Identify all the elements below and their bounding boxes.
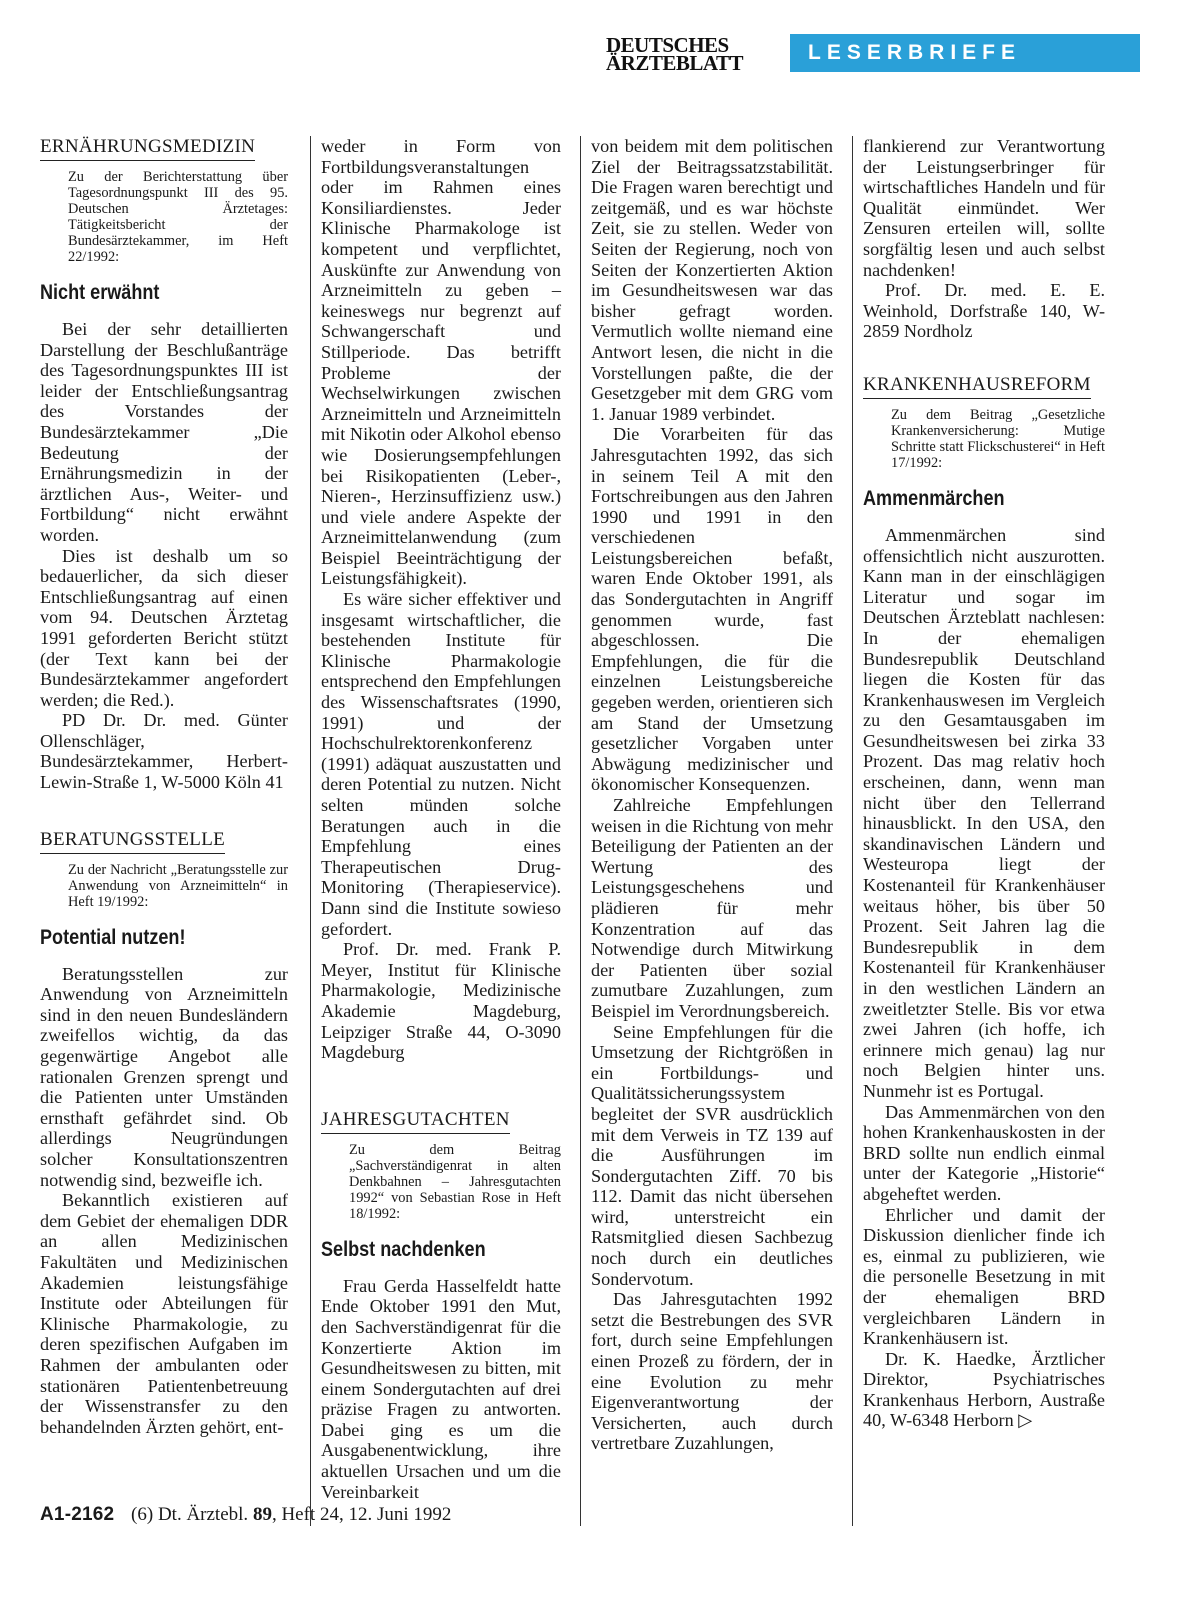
paragraph: weder in Form von Fortbildungsveranstaltungen oder im Rahmen eines Konsiliardienstes. Jeder Klinische Pharmakologe ist kompetent und verpflichtet, Auskünfte zur Anwendung von Arzneimitteln zu geben – keineswegs nur begrenzt auf Schwangerschaft und Stillperiode. Das betrifft Probleme der Wechselwirkungen zwischen Arzneimitteln und Arzneimitteln mit Nikotin oder Alkohol ebenso wie Dosierungsempfehlungen bei Risikopatienten (Leber-, Nieren-, Herzinsuffizienz usw.) und viele andere Aspekte der Arzneimittelanwendung (zum Beispiel Beeinträchtigung der Leistungsfähigkeit). bbox=[321, 136, 561, 589]
section-heading: JAHRESGUTACHTEN bbox=[321, 1109, 510, 1134]
signature: Prof. Dr. med. Frank P. Meyer, Institut für Klinische Pharmakologie, Medizinische Akademie Magdeburg, Leipziger Straße 44, O-3090 Magdeburg bbox=[321, 939, 561, 1063]
page-number: A1-2162 bbox=[40, 1504, 115, 1525]
paragraph: Bei der sehr detaillierten Darstellung der Beschlußanträge des Tagesordnungspunktes III ist leider der Entschließungsantrag des Vorstandes der Bundesärztekammer „Die Bedeutung der Ernährungsmedizin in der ärztlichen Aus-, Weiter- und Fortbildung“ nicht erwähnt worden. bbox=[40, 319, 288, 545]
paragraph: Beratungsstellen zur Anwendung von Arzneimitteln sind in den neuen Bundesländern zweifellos wichtig, da das gegenwärtige Angebot alle rationalen Grenzen sprengt und die Patienten unter Umständen ernsthaft gefährdet sind. Ob allerdings Neugründungen solcher Konsultationszentren notwendig sind, bezweifle ich. bbox=[40, 963, 288, 1190]
letter-headline: Ammenmärchen bbox=[863, 486, 1005, 510]
journal-logo: DEUTSCHES ÄRZTEBLATT bbox=[606, 33, 743, 75]
letter-headline: Nicht erwähnt bbox=[40, 281, 160, 304]
column-2 bbox=[310, 136, 561, 1526]
paragraph: Seine Empfehlungen für die Umsetzung der Richtgrößen in ein Fortbildungs- und Qualitätssicherungssystem begleitet der SVR ausdrücklich mit dem Verweis in TZ 139 auf die Ausführungen im Sondergutachten Ziff. 70 bis 112. Damit das nicht übersehen wird, unterstreicht ein Ratsmitglied diesen Sachbezug noch durch ein deutliches Sondervotum. bbox=[591, 1021, 833, 1289]
paragraph: flankierend zur Verantwortung der Leistungserbringer für wirtschaftliches Handeln und für Qualität einmündet. Wer Zensuren erteilen will, sollte sorgfältig lesen und auch selbst nachdenken! bbox=[863, 136, 1105, 280]
column-1 bbox=[40, 136, 288, 1526]
signature: PD Dr. Dr. med. Günter Ollenschläger, Bundesärztekammer, Herbert-Lewin-Straße 1, W-5000 Köln 41 bbox=[40, 710, 288, 793]
paragraph: Frau Gerda Hasselfeldt hatte Ende Oktober 1991 den Mut, den Sachverständigenrat für die Konzertierte Aktion im Gesundheitswesen zu bitten, mit einem Sondergutachten auf drei präzise Fragen zu antworten. Dabei ging es um die Ausgabenentwicklung, ihre aktuellen Ursachen und um die Vereinbarkeit bbox=[321, 1275, 561, 1502]
paragraph: Zahlreiche Empfehlungen weisen in die Richtung von mehr Beteiligung der Patienten an der Wertung des Leistungsgeschehens und plädieren für mehr Konzentration auf das Notwendige durch Mitwirkung der Patienten über sozial zumutbare Zuzahlungen, zum Beispiel im Verordnungsbereich. bbox=[591, 795, 833, 1021]
volume-number: 89 bbox=[252, 1504, 272, 1525]
paragraph: Es wäre sicher effektiver und insgesamt wirtschaftlicher, die bestehenden Institute für Klinische Pharmakologie entsprechend den Empfehlungen des Wissenschaftsrates (1990, 1991) und der Hochschulrektorenkonferenz (1991) adäquat auszustatten und deren Potential zu nutzen. Nicht selten münden solche Beratungen auch in die Empfehlung eines Therapeutischen Drug-Monitoring (Therapieservice). Dann sind die Institute sowieso gefordert. bbox=[321, 589, 561, 939]
letter-headline: Potential nutzen! bbox=[40, 925, 186, 949]
reference-note: Zu dem Beitrag „Gesetzliche Krankenversicherung: Mutige Schritte statt Flickschusterei“ in Heft 17/1992: bbox=[891, 406, 1105, 471]
issue-prefix: (6) Dt. Ärztebl. bbox=[131, 1504, 249, 1525]
section-heading: ERNÄHRUNGSMEDIZIN bbox=[40, 136, 255, 161]
paragraph: Ehrlicher und damit der Diskussion dienlicher finde ich es, einmal zu publizieren, wie die personelle Besetzung in mit der ehemaligen BRD vergleichbaren Ländern in Krankenhäusern ist. bbox=[863, 1204, 1105, 1349]
rubric-banner: LESERBRIEFE bbox=[790, 34, 1140, 72]
masthead bbox=[606, 34, 1146, 78]
letter-headline: Selbst nachdenken bbox=[321, 1237, 486, 1261]
paragraph: Die Vorarbeiten für das Jahresgutachten 1992, das sich in seinem Teil A mit den Fortschreibungen aus den Jahren 1990 und 1991 in den verschiedenen Leistungsbereichen befaßt, waren Ende Oktober 1991, als das Sondergutachten in Angriff genommen wurde, fast abgeschlossen. Die Empfehlungen, die für die einzelnen Leistungsbereiche gegeben werden, orientieren sich am Stand der Umsetzung gesetzlicher Vorgaben unter Abwägung medizinischer und ökonomischer Konsequenzen. bbox=[591, 424, 833, 795]
paragraph: Dies ist deshalb um so bedauerlicher, da sich dieser Entschließungsantrag auf einen vom 94. Deutschen Ärztetag 1991 geforderten Bericht stützt (der Text kann bei der Bundesärztekammer angefordert werden; die Red.). bbox=[40, 545, 288, 710]
issue-suffix: , Heft 24, 12. Juni 1992 bbox=[271, 1504, 452, 1525]
signature: Dr. K. Haedke, Ärztlicher Direktor, Psychiatrisches Krankenhaus Herborn, Austraße 40, W-6348 Herborn ▷ bbox=[863, 1348, 1105, 1431]
section-heading: KRANKENHAUSREFORM bbox=[863, 374, 1091, 399]
paragraph: Bekanntlich existieren auf dem Gebiet der ehemaligen DDR an allen Medizinischen Fakultäten und Medizinischen Akademien leistungsfähige Institute oder Abteilungen für Klinische Pharmakologie, zu deren spezifischen Aufgaben im Rahmen der ambulanten oder stationären Patientenbetreuung der Wissenstransfer zu den behandelnden Ärzten gehört, ent- bbox=[40, 1190, 288, 1437]
reference-note: Zu der Nachricht „Beratungsstelle zur Anwendung von Arzneimitteln“ in Heft 19/1992: bbox=[68, 861, 288, 910]
paragraph: von beidem mit dem politischen Ziel der Beitragssatzstabilität. Die Fragen waren berechtigt und zeitgemäß, und es war höchste Zeit, sie zu stellen. Weder von Seiten der Regierung, noch von Seiten der Konzertierten Aktion im Gesundheitswesen war das bisher gefragt worden. Vermutlich wollte niemand eine Antwort lesen, die nicht in die Vorstellungen paßte, die der Gesetzgeber mit dem GRG vom 1. Januar 1989 verbindet. bbox=[591, 136, 833, 424]
section-heading: BERATUNGSSTELLE bbox=[40, 829, 225, 854]
paragraph: Das Ammenmärchen von den hohen Krankenhauskosten in der BRD sollte nun endlich einmal unter der Kategorie „Historie“ abgeheftet werden. bbox=[863, 1101, 1105, 1204]
signature: Prof. Dr. med. E. E. Weinhold, Dorfstraße 140, W-2859 Nordholz bbox=[863, 280, 1105, 342]
paragraph: Ammenmärchen sind offensichtlich nicht auszurotten. Kann man in der einschlägigen Literatur und sogar im Deutschen Ärzteblatt nachlesen: In der ehemaligen Bundesrepublik Deutschland liegen die Kosten für das Krankenhauswesen im Vergleich zu den Gesamtausgaben im Gesundheitswesen bei zirka 33 Prozent. Das mag relativ hoch erscheinen, dann, wenn man nicht über den Tellerrand hinausblickt. In den USA, den skandinavischen Ländern und Westeuropa liegt der Kostenanteil für Krankenhäuser weitaus höher, bis über 50 Prozent. Seit Jahren lag die Bundesrepublik in dem Kostenanteil für Krankenhäuser in den westlichen Ländern an zweitletzter Stelle. Bis vor etwa zwei Jahren (ich hoffe, ich erinnere mich genau) lag nur noch Belgien hinter uns. Nunmehr ist es Portugal. bbox=[863, 524, 1105, 1101]
reference-note: Zu der Berichterstattung über Tagesordnungspunkt III des 95. Deutschen Ärztetages: Tätigkeitsbericht der Bundesärztekammer, im Heft 22/1992: bbox=[68, 169, 288, 265]
paragraph: Das Jahresgutachten 1992 setzt die Bestrebungen des SVR fort, durch seine Empfehlungen einen Prozeß zu fördern, der in eine Evolution zu mehr Eigenverantwortung der Versicherten, auch durch vertretbare Zuzahlungen, bbox=[591, 1289, 833, 1454]
column-3 bbox=[580, 136, 833, 1526]
page-footer bbox=[40, 1504, 451, 1526]
column-4 bbox=[852, 136, 1105, 1526]
article-columns bbox=[40, 136, 1146, 1526]
reference-note: Zu dem Beitrag „Sachverständigenrat in alten Denkbahnen – Jahresgutachten 1992“ von Sebastian Rose in Heft 18/1992: bbox=[349, 1141, 561, 1222]
